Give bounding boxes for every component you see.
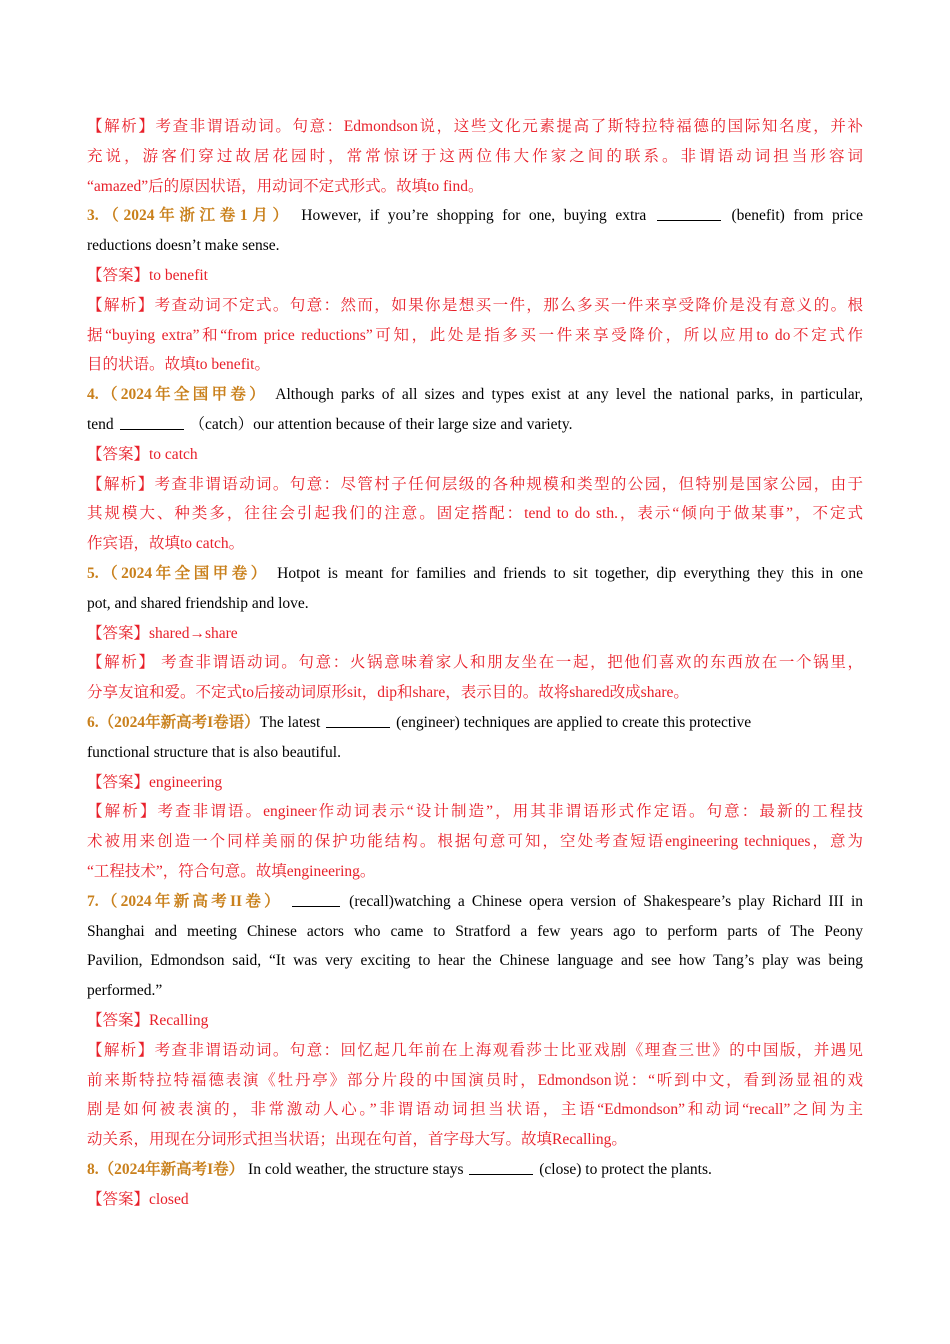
explanation-line: 前来斯特拉特福德表演《牡丹亭》部分片段的中国演员时，Edmondson说：“听到中文，看到汤显祖的戏 [87, 1071, 863, 1089]
answer-line: 【答案】shared→share [87, 624, 238, 642]
explanation-line: 【解析】考查非谓语动词。句意：尽管村子任何层级的各种规模和类型的公园，但特别是国家公园，由于 [87, 475, 863, 493]
answer-blank [469, 1157, 533, 1175]
question-source: 7.（2024年新高考II卷） [87, 892, 283, 910]
explanation-line: 【解析】考查动词不定式。句意：然而，如果你是想买一件，那么多买一件来享受降价是没有意义的。根 [87, 296, 863, 314]
question-text: pot, and shared friendship and love. [87, 594, 309, 612]
question-4 [87, 380, 863, 410]
explanation-line: 动关系，用现在分词形式担当状语；出现在句首，首字母大写。故填Recalling。 [87, 1131, 627, 1149]
question-5 [87, 559, 863, 589]
explanation-line: 充说，游客们穿过故居花园时，常常惊讶于这两位伟大作家之间的联系。非谓语动词担当形容词 [87, 147, 863, 165]
explanation-line: 术被用来创造一个同样美丽的保护功能结构。根据句意可知，空处考查短语engineering techniques，意为 [87, 833, 863, 851]
question-text: (recall)watching a Chinese opera version of Shakespeare’s play Richard III in [349, 892, 864, 910]
explanation-line: 据“buying extra”和“from price reductions”可知，此处是指多买一件来享受降价，所以应用to do不定式作 [87, 326, 863, 344]
question-text: （catch）our attention because of their large size and variety. [189, 415, 573, 433]
question-source: 4.（2024年全国甲卷） [87, 386, 269, 404]
explanation-line: 作宾语，故填to catch。 [87, 535, 245, 553]
explanation-line: 【解析】 考查非谓语动词。句意：火锅意味着家人和朋友坐在一起，把他们喜欢的东西放在一个锅里， [87, 654, 863, 672]
answer-blank [292, 889, 340, 907]
question-text: Shanghai and meeting Chinese actors who came to Stratford a few years ago to perform parts of The Peony [87, 922, 863, 940]
question-source: 3.（2024年浙江卷1月） [87, 207, 293, 225]
question-source: 5.（2024年全国甲卷） [87, 564, 270, 582]
answer-line: 【答案】closed [87, 1190, 189, 1208]
question-text: (engineer) techniques are applied to create this protective [396, 713, 752, 731]
question-text: The latest [259, 713, 321, 731]
answer-line: 【答案】to catch [87, 445, 198, 463]
explanation-line: 目的状语。故填to benefit。 [87, 356, 270, 374]
question-8 [87, 1155, 863, 1185]
question-text: functional structure that is also beautiful. [87, 743, 341, 761]
explanation-line: “amazed”后的原因状语，用动词不定式形式。故填to find。 [87, 177, 484, 195]
question-7 [87, 887, 863, 917]
question-text: Although parks of all sizes and types exist at any level the national parks, in particular, [275, 386, 863, 404]
explanation-line: “工程技术”，符合句意。故填engineering。 [87, 862, 376, 880]
question-text: (close) to protect the plants. [539, 1160, 712, 1178]
document-content [87, 112, 863, 1214]
explanation-line: 剧是如何被表演的，非常激动人心。”非谓语动词担当状语，主语“Edmondson”和动词“recall”之间为主 [87, 1101, 863, 1119]
question-text: However, if you’re shopping for one, buying extra [301, 207, 647, 225]
question-source: 6.（2024年新高考I卷语） [87, 713, 260, 731]
explanation-line: 分享友谊和爱。不定式to后接动词原形sit，dip和share，表示目的。故将shared改成share。 [87, 684, 689, 702]
question-text-line [87, 410, 863, 440]
question-text: In cold weather, the structure stays [248, 1160, 464, 1178]
explanation-line: 其规模大、种类多，往往会引起我们的注意。固定搭配：tend to do sth.，表示“倾向于做某事”，不定式 [87, 505, 863, 523]
question-6 [87, 708, 863, 738]
question-3 [87, 201, 863, 231]
answer-line: 【答案】to benefit [87, 266, 208, 284]
answer-line: 【答案】Recalling [87, 1011, 209, 1029]
explanation-line: 【解析】考查非谓语动词。句意：回忆起几年前在上海观看莎士比亚戏剧《理查三世》的中国版，并遇见 [87, 1041, 863, 1059]
question-text: (benefit) from price [731, 207, 864, 225]
explanation-line: 【解析】考查非谓语。engineer作动词表示“设计制造”，用其非谓语形式作定语。句意：最新的工程技 [87, 803, 863, 821]
question-text: Hotpot is meant for families and friends to sit together, dip everything they this in one [277, 564, 863, 582]
explanation-line: 【解析】考查非谓语动词。句意：Edmondson说，这些文化元素提高了斯特拉特福德的国际知名度，并补 [87, 118, 863, 135]
answer-blank [326, 710, 390, 728]
question-text: reductions doesn’t make sense. [87, 237, 280, 255]
answer-line: 【答案】engineering [87, 773, 223, 791]
question-text: Pavilion, Edmondson said, “It was very exciting to hear the Chinese language and see how Tang’s play was being [87, 952, 863, 970]
question-text: tend [87, 415, 114, 433]
answer-blank [120, 412, 184, 430]
answer-blank [657, 203, 721, 221]
question-text: performed.” [87, 982, 163, 1000]
question-source: 8.（2024年新高考I卷） [87, 1160, 245, 1178]
